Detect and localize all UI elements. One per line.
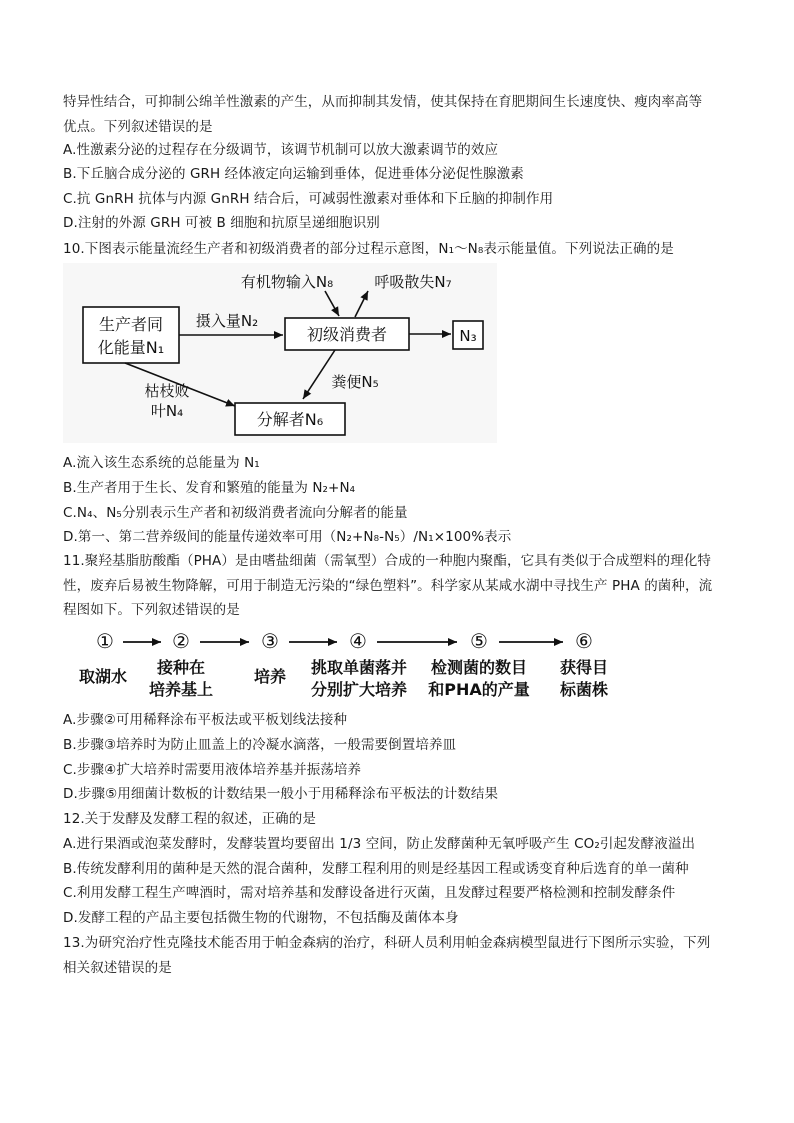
- q11-option-c: C.步骤④扩大培养时需要用液体培养基并振荡培养: [63, 762, 362, 778]
- q10-option-c: C.N₄、N₅分别表示生产者和初级消费者流向分解者的能量: [63, 505, 408, 521]
- organic-input-label: 有机物输入N₈: [240, 273, 334, 291]
- q12-option-b: B.传统发酵利用的菌种是天然的混合菌种，发酵工程利用的则是经基因工程或诱变育种后选育的单一菌种: [63, 861, 689, 877]
- feces-label: 粪便N₅: [331, 373, 379, 391]
- step-2-number: ②: [172, 629, 190, 653]
- producer-label-line-2: 化能量N₁: [97, 338, 165, 357]
- producer-label-line-1: 生产者同: [98, 315, 164, 334]
- step-5-text-line-1: 检测菌的数目: [430, 658, 528, 677]
- step-6-text-line-1: 获得目: [559, 658, 609, 677]
- step-4-text-line-1: 挑取单菌落并: [310, 658, 408, 677]
- q12-option-c: C.利用发酵工程生产啤酒时，需对培养基和发酵设备进行灭菌，且发酵过程要严格检测和控制发酵条件: [63, 885, 676, 901]
- litter-label-line-1: 枯枝败: [144, 382, 190, 400]
- n3-label: N₃: [459, 327, 477, 345]
- respiration-label: 呼吸散失N₇: [374, 273, 452, 291]
- decomposer-label: 分解者N₆: [256, 410, 324, 429]
- q9-stem-line-1: 特异性结合，可抑制公绵羊性激素的产生，从而抑制其发情，使其保持在育肥期间生长速度快、瘦肉率高等: [63, 94, 703, 110]
- step-5-text-line-2: 和PHA的产量: [428, 680, 530, 699]
- litter-label-line-2: 叶N₄: [150, 402, 184, 420]
- q9-option-b: B.下丘脑合成分泌的 GRH 经体液定向运输到垂体，促进垂体分泌促性腺激素: [63, 166, 524, 182]
- q11-option-d: D.步骤⑤用细菌计数板的计数结果一般小于用稀释涂布平板法的计数结果: [63, 786, 499, 802]
- step-1-text: 取湖水: [78, 667, 128, 686]
- q9-option-c: C.抗 GnRH 抗体与内源 GnRH 结合后，可减弱性激素对垂体和下丘脑的抑制作用: [63, 191, 554, 207]
- q10-option-a: A.流入该生态系统的总能量为 N₁: [63, 455, 260, 471]
- step-3-number: ③: [261, 629, 279, 653]
- step-4-text-line-2: 分别扩大培养: [310, 680, 408, 699]
- q10-option-d: D.第一、第二营养级间的能量传递效率可用（N₂+N₈-N₅）/N₁×100%表示: [63, 529, 512, 545]
- energy-flow-diagram: [63, 263, 497, 443]
- q9-stem-line-2: 优点。下列叙述错误的是: [63, 119, 213, 135]
- q9-option-a: A.性激素分泌的过程存在分级调节，该调节机制可以放大激素调节的效应: [63, 142, 499, 158]
- primary-consumer-label: 初级消费者: [306, 325, 388, 344]
- intake-label: 摄入量N₂: [195, 312, 259, 330]
- step-2-text-line-2: 培养基上: [148, 680, 214, 699]
- step-5-number: ⑤: [470, 629, 488, 653]
- step-1-number: ①: [96, 629, 114, 653]
- step-6-number: ⑥: [575, 629, 593, 653]
- q12-option-a: A.进行果酒或泡菜发酵时，发酵装置均要留出 1/3 空间，防止发酵菌种无氧呼吸产生 CO₂引起发酵液溢出: [63, 836, 696, 852]
- q10-stem: 10.下图表示能量流经生产者和初级消费者的部分过程示意图，N₁～N₈表示能量值。下列说法正确的是: [63, 241, 674, 257]
- q13-stem-line-2: 相关叙述错误的是: [63, 960, 172, 976]
- step-4-number: ④: [349, 629, 367, 653]
- q12-stem: 12.关于发酵及发酵工程的叙述，正确的是: [63, 811, 316, 827]
- q11-stem-line-3: 程图如下。下列叙述错误的是: [63, 602, 240, 618]
- q13-stem-line-1: 13.为研究治疗性克隆技术能否用于帕金森病的治疗，科研人员利用帕金森病模型鼠进行下图所示实验，下列: [63, 935, 711, 951]
- q10-option-b: B.生产者用于生长、发育和繁殖的能量为 N₂+N₄: [63, 480, 356, 496]
- pha-flowchart: [63, 624, 623, 706]
- step-2-text-line-1: 接种在: [156, 658, 206, 677]
- q11-option-a: A.步骤②可用稀释涂布平板法或平板划线法接种: [63, 712, 348, 728]
- step-3-text: 培养: [253, 667, 287, 686]
- q9-option-d: D.注射的外源 GRH 可被 B 细胞和抗原呈递细胞识别: [63, 215, 380, 231]
- q11-stem-line-2: 性，废弃后易被生物降解，可用于制造无污染的“绿色塑料”。科学家从某咸水湖中寻找生产 PHA 的菌种，流: [63, 578, 713, 594]
- step-6-text-line-2: 标菌株: [559, 680, 609, 699]
- q11-stem-line-1: 11.聚羟基脂肪酸酯（PHA）是由嗜盐细菌（需氧型）合成的一种胞内聚酯，它具有类似于合成塑料的理化特: [63, 553, 711, 569]
- q11-option-b: B.步骤③培养时为防止皿盖上的冷凝水滴落，一般需要倒置培养皿: [63, 737, 457, 753]
- q12-option-d: D.发酵工程的产品主要包括微生物的代谢物，不包括酶及菌体本身: [63, 910, 459, 926]
